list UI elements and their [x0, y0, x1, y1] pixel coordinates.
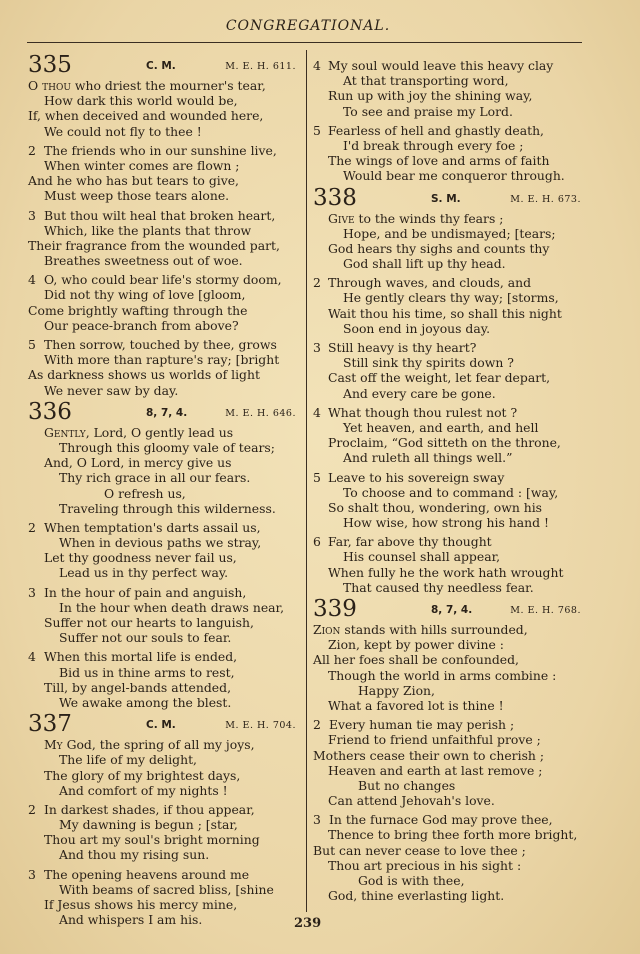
- hymn-number: 337: [28, 711, 72, 738]
- verse-line: [28, 425, 306, 440]
- verse-line: [28, 303, 306, 318]
- line-text: Their fragrance from the wounded part,: [28, 237, 280, 253]
- stanza: [313, 812, 591, 903]
- line-text: So shalt thou, wondering, own his: [328, 499, 543, 515]
- line-text: And thou my rising sun.: [59, 847, 210, 863]
- stanza-number: 4: [28, 649, 36, 665]
- verse-line: [313, 450, 591, 465]
- running-head: CONGREGATIONAL.: [225, 18, 391, 34]
- line-text: Through this gloomy vale of tears;: [59, 439, 275, 455]
- stanza-number: 4: [313, 404, 321, 420]
- hymn-meter: S. M.: [431, 192, 461, 205]
- small-caps-opening: My: [44, 737, 63, 753]
- line-text: Then sorrow, touched by thee, grows: [44, 337, 277, 352]
- stanza: [313, 717, 591, 808]
- stanza-number: 5: [28, 337, 36, 352]
- verse-line: [313, 652, 591, 667]
- hymn: [28, 52, 306, 398]
- stanza: [313, 340, 591, 401]
- line-text: To choose and to command : [way,: [343, 484, 559, 500]
- stanza-number: 3: [28, 866, 36, 882]
- verse-line: [28, 253, 306, 268]
- line-text: And, O Lord, in mercy give us: [44, 455, 232, 471]
- line-text: Thou art my soul's bright morning: [44, 832, 260, 848]
- stanza: [313, 405, 591, 466]
- verse-line: [313, 435, 591, 450]
- small-caps-opening: Zion: [313, 622, 341, 637]
- line-text: Our peace-branch from above?: [44, 317, 239, 333]
- hymn-reference: M. E. H. 673.: [510, 193, 581, 205]
- verse-line: [313, 321, 591, 336]
- verse-line: [313, 420, 591, 435]
- hymn: [28, 398, 306, 710]
- verse-line: [313, 580, 591, 595]
- verse-line: [313, 565, 591, 580]
- verse-line: [313, 340, 591, 355]
- line-text: I'd break through every foe ;: [343, 137, 524, 153]
- line-text: Every human tie may perish ;: [329, 717, 515, 733]
- hymn-number: 336: [28, 398, 72, 425]
- stanza-number: 2: [313, 275, 321, 291]
- verse-line: [313, 355, 591, 370]
- verse-line: [313, 534, 591, 549]
- hymn-header: [313, 184, 591, 211]
- line-text: If Jesus shows his mercy mine,: [44, 897, 238, 912]
- verse-line: [313, 275, 591, 290]
- stanza-number: 4: [313, 58, 321, 73]
- hymn-number: 335: [28, 52, 72, 78]
- line-text: And he who has but tears to give,: [28, 173, 239, 189]
- line-text: Suffer not our hearts to languish,: [44, 615, 254, 630]
- verse-line: [313, 698, 591, 713]
- verse-line: [313, 256, 591, 271]
- line-text: When in devious paths we stray,: [59, 535, 262, 551]
- verse-line: [28, 108, 306, 123]
- line-text: My soul would leave this heavy clay: [328, 58, 554, 73]
- verse-line: [28, 897, 306, 912]
- line-text: Though the world in arms combine :: [328, 667, 557, 683]
- line-text: Friend to friend unfaithful prove ;: [328, 732, 541, 748]
- verse-line: [28, 867, 306, 882]
- line-text: Which, like the plants that throw: [44, 222, 252, 238]
- verse-line: [313, 515, 591, 530]
- line-text: Can attend Jehovah's love.: [328, 793, 495, 809]
- verse-line: [28, 143, 306, 158]
- line-text: , Lord, O gently lead us: [85, 424, 234, 440]
- line-text: stands with hills surrounded,: [340, 622, 528, 637]
- line-text: He gently clears thy way; [storms,: [343, 290, 559, 306]
- verse-line: [28, 455, 306, 470]
- verse-line: [313, 138, 591, 153]
- line-text: To see and praise my Lord.: [343, 103, 513, 119]
- line-text: Breathes sweetness out of woe.: [44, 253, 243, 269]
- line-text: What though thou rulest not ?: [328, 404, 518, 420]
- line-text: And ruleth all things well.”: [343, 450, 513, 466]
- line-text: In the hour when death draws near,: [59, 599, 285, 615]
- line-text: Traveling through this wilderness.: [59, 500, 276, 516]
- verse-line: [313, 888, 591, 903]
- verse-line: [313, 812, 591, 827]
- line-text: Leave to his sovereign sway: [328, 469, 505, 485]
- verse-line: [28, 208, 306, 223]
- stanza: [313, 123, 591, 184]
- line-text: Happy Zion,: [358, 682, 435, 698]
- line-text: God, the spring of all my joys,: [62, 737, 255, 753]
- line-text: Yet heaven, and earth, and hell: [343, 419, 539, 435]
- stanza: [28, 272, 306, 333]
- line-text: Far, far above thy thought: [328, 534, 492, 550]
- line-text: And whispers I am his.: [59, 912, 203, 928]
- line-text: God is with thee,: [358, 873, 465, 888]
- stanza-number: 6: [313, 534, 321, 550]
- line-text: When this mortal life is ended,: [44, 649, 238, 665]
- stanza-number: 5: [313, 469, 321, 485]
- line-text: Run up with joy the shining way,: [328, 88, 533, 104]
- verse-line: [28, 847, 306, 862]
- verse-line: [28, 223, 306, 238]
- verse-line: [313, 58, 591, 73]
- line-text: And comfort of my nights !: [59, 782, 228, 798]
- line-text: How wise, how strong his hand !: [343, 515, 549, 531]
- line-text: God hears thy sighs and counts thy: [328, 240, 550, 256]
- line-text: Zion, kept by power divine :: [328, 637, 504, 653]
- hymn-header: [28, 52, 306, 78]
- stanza: [313, 622, 591, 713]
- verse-line: [313, 683, 591, 698]
- verse-line: [313, 622, 591, 637]
- verse-line: [28, 93, 306, 108]
- line-text: The glory of my brightest days,: [44, 767, 241, 783]
- line-text: O, who could bear life's stormy doom,: [44, 272, 282, 288]
- verse-line: [313, 405, 591, 420]
- line-text: That caused thy needless fear.: [343, 579, 534, 595]
- hymn-reference: M. E. H. 611.: [225, 61, 296, 72]
- verse-line: [28, 802, 306, 817]
- hymn-reference: M. E. H. 704.: [225, 720, 296, 732]
- verse-line: [28, 520, 306, 535]
- verse-line: [313, 748, 591, 763]
- verse-line: [313, 290, 591, 305]
- verse-line: [313, 306, 591, 321]
- hymn: [313, 58, 591, 184]
- hymn: [313, 184, 591, 596]
- line-text: Still sink thy spirits down ?: [343, 355, 514, 371]
- line-text: Thy rich grace in all our fears.: [59, 470, 251, 486]
- verse-line: [313, 168, 591, 183]
- line-text: Did not thy wing of love [gloom,: [44, 287, 246, 303]
- line-text: What a favored lot is thine !: [328, 697, 504, 713]
- verse-line: [313, 123, 591, 138]
- line-text: who driest the mourner's tear,: [70, 78, 266, 93]
- line-text: The friends who in our sunshine live,: [44, 142, 277, 158]
- line-text: Wait thou his time, so shall this night: [328, 305, 562, 321]
- verse-line: [28, 78, 306, 93]
- hymn-reference: M. E. H. 646.: [225, 407, 296, 419]
- verse-line: [28, 238, 306, 253]
- stanza: [28, 337, 306, 398]
- verse-line: [28, 752, 306, 767]
- stanza-number: 3: [313, 340, 321, 355]
- stanza: [28, 802, 306, 863]
- line-text: Fearless of hell and ghastly death,: [328, 122, 545, 138]
- verse-line: [313, 500, 591, 515]
- line-text: The life of my delight,: [59, 752, 197, 768]
- verse-line: [313, 858, 591, 873]
- hymn-reference: M. E. H. 768.: [510, 605, 581, 616]
- line-text: In the hour of pain and anguish,: [44, 584, 247, 600]
- verse-line: [313, 104, 591, 119]
- stanza-number: 2: [313, 717, 321, 733]
- line-text: When temptation's darts assail us,: [44, 519, 261, 535]
- stanza-number: 3: [28, 207, 36, 223]
- verse-line: [313, 241, 591, 256]
- verse-line: [28, 882, 306, 897]
- verse-line: [28, 817, 306, 832]
- stanza-number: 3: [313, 812, 321, 828]
- stanza: [28, 143, 306, 204]
- verse-line: [313, 88, 591, 103]
- verse-line: [28, 337, 306, 352]
- verse-line: [28, 287, 306, 302]
- line-text: to the winds thy fears ;: [354, 210, 504, 226]
- verse-line: [313, 370, 591, 385]
- line-text: With beams of sacred bliss, [shine: [59, 881, 274, 897]
- verse-line: [313, 211, 591, 226]
- verse-line: [313, 549, 591, 564]
- stanza: [28, 737, 306, 798]
- verse-line: [313, 843, 591, 858]
- verse-line: [313, 470, 591, 485]
- line-text: With more than rapture's ray; [bright: [44, 352, 280, 368]
- stanza: [28, 425, 306, 516]
- line-text: But thou wilt heal that broken heart,: [44, 207, 276, 223]
- line-text: When fully he the work hath wrought: [328, 564, 564, 580]
- verse-line: [28, 550, 306, 565]
- verse-line: [28, 501, 306, 516]
- stanza: [313, 275, 591, 336]
- line-text: If, when deceived and wounded here,: [28, 108, 264, 124]
- line-text: Thence to bring thee forth more bright,: [328, 827, 578, 843]
- stanza: [28, 520, 306, 581]
- verse-line: [28, 367, 306, 382]
- line-text: Hope, and be undismayed; [tears;: [343, 225, 556, 241]
- verse-line: [28, 768, 306, 783]
- verse-line: [28, 486, 306, 501]
- hymn-meter: 8, 7, 4.: [146, 406, 188, 419]
- line-text: Thou art precious in his sight :: [328, 857, 522, 873]
- line-text: O refresh us,: [104, 485, 186, 501]
- stanza: [28, 649, 306, 710]
- line-text: How dark this world would be,: [44, 93, 238, 109]
- verse-line: [28, 188, 306, 203]
- verse-line: [313, 153, 591, 168]
- verse-line: [313, 793, 591, 808]
- line-text: Soon end in joyous day.: [343, 320, 491, 336]
- stanza: [28, 208, 306, 269]
- verse-line: [28, 535, 306, 550]
- line-text: Suffer not our souls to fear.: [59, 630, 232, 646]
- stanza-number: 2: [28, 801, 36, 817]
- stanza-number: 2: [28, 519, 36, 535]
- line-text: Let thy goodness never fail us,: [44, 550, 237, 566]
- verse-line: [28, 470, 306, 485]
- verse-line: [28, 832, 306, 847]
- hymn-meter: C. M.: [146, 60, 176, 72]
- line-text: My dawning is begun ; [star,: [59, 817, 238, 833]
- verse-line: [28, 783, 306, 798]
- line-text: Must weep those tears alone.: [44, 188, 230, 204]
- verse-line: [313, 386, 591, 401]
- hymn: [313, 596, 591, 904]
- line-text: Till, by angel-bands attended,: [44, 679, 232, 695]
- verse-line: [313, 73, 591, 88]
- line-text: At that transporting word,: [343, 73, 509, 89]
- line-text: His counsel shall appear,: [343, 549, 501, 565]
- verse-line: [313, 763, 591, 778]
- stanza-number: 4: [28, 272, 36, 288]
- right-column: [313, 54, 591, 903]
- hymn-number: 338: [313, 184, 357, 211]
- verse-line: [28, 158, 306, 173]
- verse-line: [28, 124, 306, 139]
- line-text: Still heavy is thy heart?: [328, 340, 477, 355]
- line-text: And every care be gone.: [343, 385, 496, 401]
- small-caps-opening: O thou: [28, 78, 71, 93]
- stanza: [28, 78, 306, 139]
- line-text: Would bear me conqueror through.: [343, 168, 565, 184]
- verse-line: [313, 485, 591, 500]
- line-text: As darkness shows us worlds of light: [28, 367, 260, 383]
- verse-line: [28, 318, 306, 333]
- line-text: Through waves, and clouds, and: [328, 275, 532, 291]
- verse-line: [313, 873, 591, 888]
- line-text: In the furnace God may prove thee,: [329, 812, 553, 828]
- header-rule: [27, 42, 582, 43]
- hymn-meter: C. M.: [146, 719, 176, 732]
- hymn-header: [313, 596, 591, 622]
- verse-line: [28, 173, 306, 188]
- line-text: Proclaim, “God sitteth on the throne,: [328, 435, 561, 451]
- verse-line: [28, 630, 306, 645]
- small-caps-opening: Give: [328, 210, 355, 226]
- stanza: [313, 470, 591, 531]
- stanza: [313, 534, 591, 595]
- stanza-number: 5: [313, 122, 321, 138]
- verse-line: [28, 665, 306, 680]
- verse-line: [313, 827, 591, 842]
- line-text: Come brightly wafting through the: [28, 302, 248, 318]
- line-text: We awake among the blest.: [59, 694, 232, 710]
- line-text: In darkest shades, if thou appear,: [44, 801, 255, 817]
- column-divider: [306, 50, 307, 912]
- verse-line: [28, 912, 306, 927]
- stanza: [313, 58, 591, 119]
- verse-line: [28, 272, 306, 287]
- line-text: We never saw by day.: [44, 382, 179, 398]
- verse-line: [28, 695, 306, 710]
- line-text: Cast off the weight, let fear depart,: [328, 370, 551, 386]
- hymn-header: [28, 711, 306, 738]
- verse-line: [313, 717, 591, 732]
- verse-line: [28, 649, 306, 664]
- verse-line: [28, 615, 306, 630]
- line-text: Heaven and earth at last remove ;: [328, 762, 543, 778]
- line-text: God shall lift up thy head.: [343, 256, 506, 272]
- line-text: God, thine everlasting light.: [328, 888, 505, 904]
- verse-line: [28, 565, 306, 580]
- line-text: The wings of love and arms of faith: [328, 153, 550, 169]
- line-text: All her foes shall be confounded,: [313, 652, 519, 668]
- verse-line: [313, 668, 591, 683]
- verse-line: [28, 737, 306, 752]
- left-column: [28, 54, 306, 927]
- small-caps-opening: Gently: [44, 424, 86, 440]
- verse-line: [28, 383, 306, 398]
- line-text: The opening heavens around me: [44, 866, 250, 882]
- verse-line: [28, 680, 306, 695]
- stanza: [313, 211, 591, 272]
- hymn-number: 339: [313, 596, 357, 622]
- verse-line: [313, 778, 591, 793]
- line-text: When winter comes are flown ;: [44, 157, 240, 173]
- verse-line: [313, 637, 591, 652]
- line-text: But can never cease to love thee ;: [313, 842, 526, 858]
- line-text: Mothers cease their own to cherish ;: [313, 747, 545, 763]
- verse-line: [28, 352, 306, 367]
- stanza: [28, 867, 306, 928]
- verse-line: [313, 226, 591, 241]
- verse-line: [313, 732, 591, 747]
- line-text: We could not fly to thee !: [44, 123, 202, 139]
- verse-line: [28, 440, 306, 455]
- hymn: [28, 711, 306, 928]
- line-text: But no changes: [358, 777, 456, 793]
- line-text: Bid us in thine arms to rest,: [59, 664, 235, 680]
- page-number: 239: [294, 916, 322, 931]
- verse-line: [28, 600, 306, 615]
- line-text: Lead us in thy perfect way.: [59, 565, 229, 581]
- stanza-number: 2: [28, 142, 36, 158]
- verse-line: [28, 585, 306, 600]
- stanza: [28, 585, 306, 646]
- stanza-number: 3: [28, 584, 36, 600]
- hymn-meter: 8, 7, 4.: [431, 604, 473, 616]
- hymn-header: [28, 398, 306, 425]
